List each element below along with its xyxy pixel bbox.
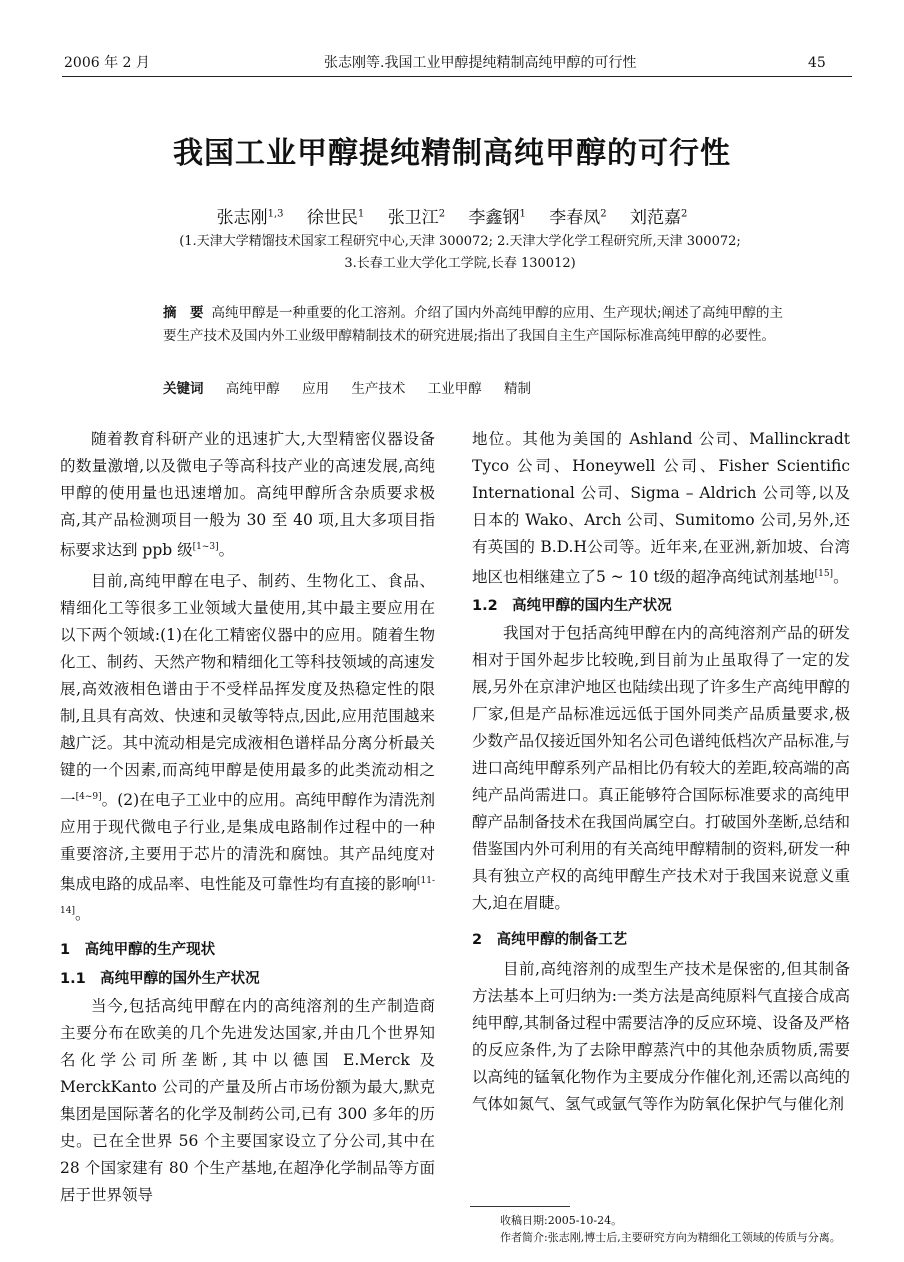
footnote-author-intro: 作者简介:张志刚,博士后,主要研究方向为精细化工领域的传质与分离。: [500, 1231, 841, 1244]
section-heading-2: 2 高纯甲醇的制备工艺: [472, 932, 628, 949]
keywords: [163, 377, 793, 397]
author: 张卫江$^2$: [387, 208, 446, 228]
paragraph: 我国对于包括高纯甲醇在内的高纯溶剂产品的研发相对于国外起步比较晚,到目前为止虽取得了一定的发展,另外在京津沪地区也陆续出现了许多生产高纯甲醇的厂家,但是产品标准远远低于国外同类产品质量要求,极少数产品仅接近国外知名公司色谱纯低档次产品标准,与进口高纯甲醇系列产品相比仍有较大的差距,较高端的高纯产品尚需进口。真正能够符合国际标准要求的高纯甲醇产品制备技术在我国尚属空白。打破国外垄断,总结和借鉴国内外可利用的有关高纯甲醇精制的资料,研发一种具有独立产权的高纯甲醇生产技术对于我国来说意义重大,迫在眉睫。: [472, 624, 850, 913]
keyword: 工业甲醇: [427, 381, 482, 397]
footnote-received: 收稿日期:2005-10-24。: [500, 1214, 623, 1227]
author: 刘范嘉$^2$: [630, 208, 688, 228]
abstract-label: 摘 要: [163, 305, 204, 321]
affiliation-line-2: 3.长春工业大学化工学院,长春 130012): [344, 256, 576, 271]
keyword: 应用: [302, 381, 330, 397]
right-column: [472, 426, 850, 1118]
author: 张志刚$^{1,3}$: [216, 208, 284, 228]
section-heading-1: 1 高纯甲醇的生产现状: [60, 941, 216, 958]
paragraph: 随着教育科研产业的迅速扩大,大型精密仪器设备的数量激增,以及微电子等高科技产业的高速发展,高纯甲醇的使用量也迅速增加。高纯甲醇所含杂质要求极高,其产品检测项目一般为 30 至 40 项,且大多项目指标要求达到 ppb 级[1~3]。: [60, 430, 435, 560]
keyword: 精制: [503, 381, 531, 397]
keywords-label: 关键词: [163, 381, 204, 397]
citation: [11-14]: [60, 876, 435, 917]
citation: [1~3]: [192, 542, 219, 552]
running-title: 张志刚等.我国工业甲醇提纯精制高纯甲醇的可行性: [324, 55, 637, 71]
running-header: [0, 0, 904, 90]
citation: [15]: [814, 569, 834, 579]
affiliation-line-1: (1.天津大学精馏技术国家工程研究中心,天津 300072; 2.天津大学化学工程研究所,天津 300072;: [179, 234, 741, 249]
citation: [4~9]: [75, 792, 102, 803]
page-number: 45: [808, 55, 826, 71]
footnote-rule: [470, 1206, 570, 1207]
author: 徐世民$^1$: [306, 208, 365, 228]
keyword: 高纯甲醇: [225, 381, 280, 397]
section-heading-1-2: 1.2 高纯甲醇的国内生产状况: [472, 598, 672, 615]
abstract-text: 高纯甲醇是一种重要的化工溶剂。介绍了国内外高纯甲醇的应用、生产现状;阐述了高纯甲醇的主要生产技术及国内外工业级甲醇精制技术的研究进展;指出了我国自主生产国际标准高纯甲醇的必要性。: [163, 305, 784, 344]
section-heading-1-1: 1.1 高纯甲醇的国外生产状况: [60, 970, 260, 987]
issue-date: 2006 年 2 月: [64, 55, 150, 71]
paragraph: 当今,包括高纯甲醇在内的高纯溶剂的生产制造商主要分布在欧美的几个先进发达国家,并由几个世界知名化学公司所垄断,其中以德国 E.Merck 及 MerckKanto 公司的产量及所占市场份额为最大,默克集团是国际著名的化学及制药公司,已有 300 多年的历史。已在全世界 56 个主要国家设立了分公司,其中在 28 个国家建有 80 个生产基地,在超净化学制品等方面居于世界领导: [60, 996, 435, 1204]
paragraph: 目前,高纯溶剂的成型生产技术是保密的,但其制备方法基本上可归纳为:一类方法是高纯原料气直接合成高纯甲醇,其制备过程中需要洁净的反应环境、设备及严格的反应条件,为了去除甲醇蒸汽中的其他杂质物质,需要以高纯的锰氧化物作为主要成分作催化剂,还需以高纯的气体如氮气、氢气或氩气等作为防氧化保护气与催化剂: [472, 960, 850, 1114]
left-column: [60, 426, 435, 1209]
keyword: 生产技术: [351, 381, 406, 397]
author: 李春凤$^2$: [549, 208, 607, 228]
author: 李鑫钢$^1$: [468, 208, 526, 228]
paragraph: 目前,高纯甲醇在电子、制药、生物化工、食品、精细化工等很多工业领域大量使用,其中最主要应用在以下两个领域:(1)在化工精密仪器中的应用。随着生物化工、制药、天然产物和精细化工等科技领域的高速发展,高效液相色谱由于不受样品挥发度及热稳定性的限制,且具有高效、快速和灵敏等特点,因此,应用范围越来越广泛。其中流动相是完成液相色谱样品分离分析最关键的一个因素,而高纯甲醇是使用最多的此类流动相之一[4~9]。(2)在电子工业中的应用。高纯甲醇作为清洗剂应用于现代微电子行业,是集成电路制作过程中的一种重要溶济,主要用于芯片的清洗和腐蚀。其产品纯度对集成电路的成品率、电性能及可靠性均有直接的影响[11-14]。: [60, 572, 435, 924]
paragraph: 地位。其他为美国的 Ashland 公司、Mallinckradt Tyco 公司、Honeywell 公司、Fisher Scientific International 公司、Sigma – Aldrich 公司等,以及日本的 Wako、Arch 公司、Sumitomo 公司,另外,还有英国的 B.D.H公司等。近年来,在亚洲,新加坡、台湾地区也相继建立了5 ~ 10 t级的超净高纯试剂基地[15]。: [472, 430, 850, 587]
abstract: [163, 302, 793, 348]
article-title: 我国工业甲醇提纯精制高纯甲醇的可行性: [173, 136, 731, 171]
author-list: [0, 203, 904, 228]
header-rule: [62, 76, 852, 77]
